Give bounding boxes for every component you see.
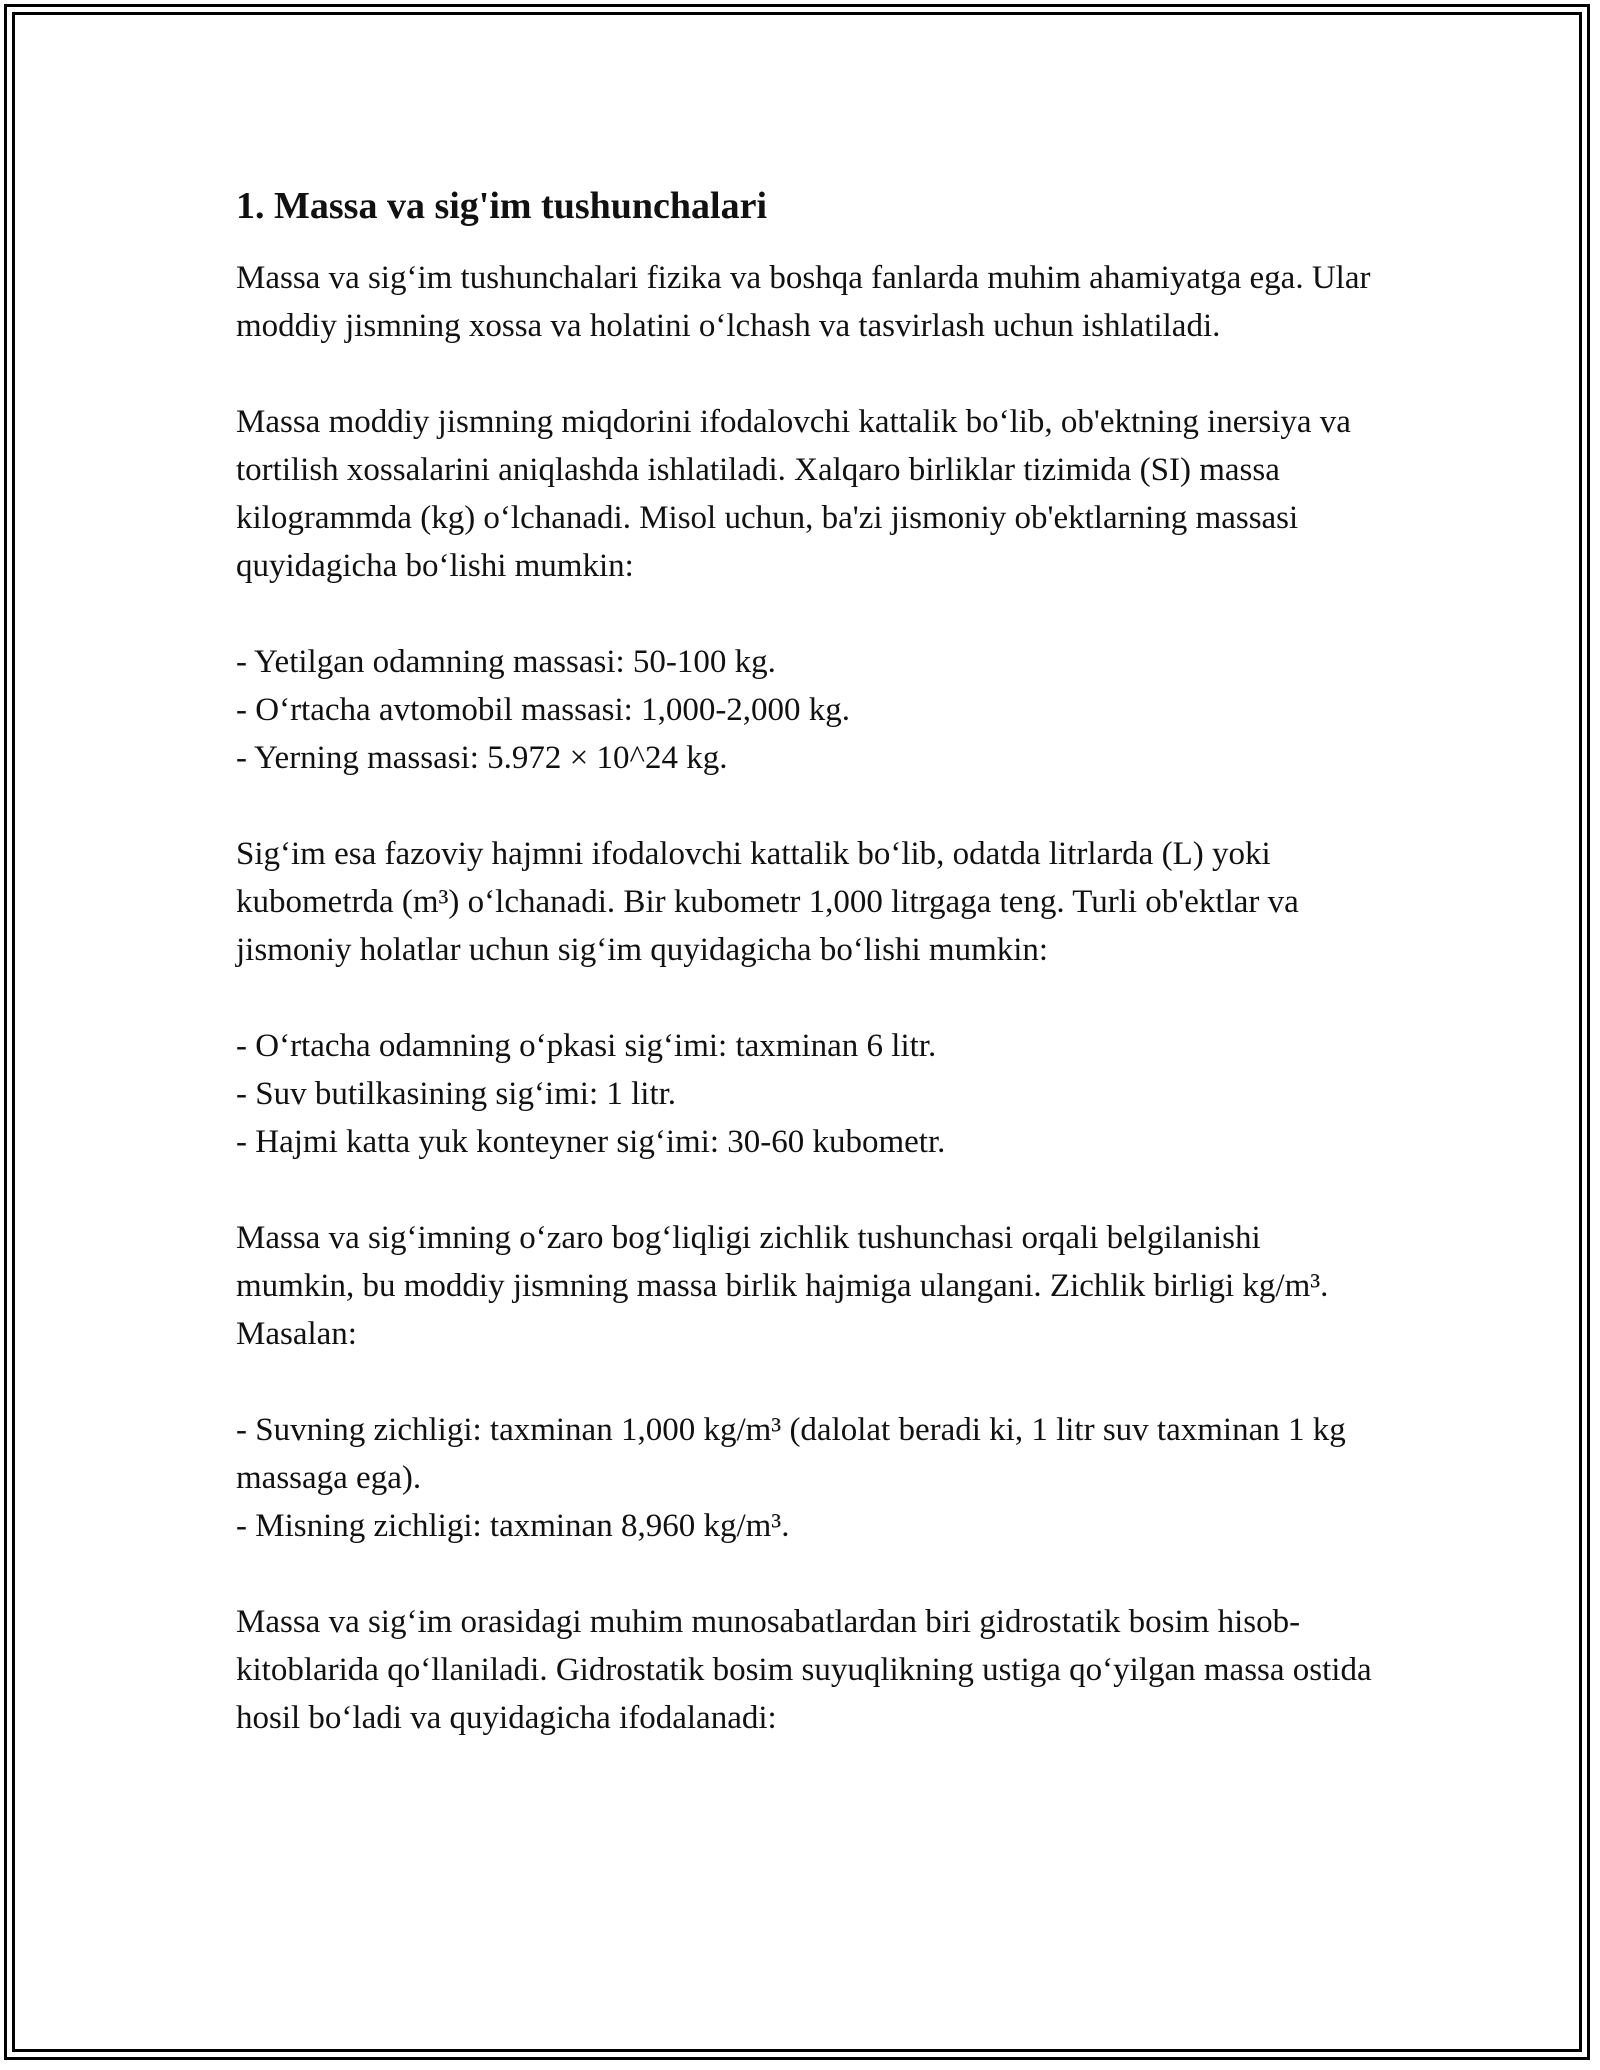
list-item: - Suv butilkasining sig‘imi: 1 litr. xyxy=(236,1070,1376,1118)
list-item: - O‘rtacha odamning o‘pkasi sig‘imi: taxminan 6 litr. xyxy=(236,1022,1376,1070)
list-item: - Misning zichligi: taxminan 8,960 kg/m³. xyxy=(236,1502,1376,1550)
volume-paragraph: Sig‘im esa fazoviy hajmni ifodalovchi kattalik bo‘lib, odatda litrlarda (L) yoki kubometrda (m³) o‘lchanadi. Bir kubometr 1,000 litrgaga teng. Turli ob'ektlar va jismoniy holatlar uchun sig‘im quyidagicha bo‘lishi mumkin: xyxy=(236,836,1299,968)
density-examples-list xyxy=(236,1406,1376,1550)
document-page xyxy=(236,182,1376,1742)
list-item: - O‘rtacha avtomobil massasi: 1,000-2,000 kg. xyxy=(236,686,1376,734)
list-item: - Hajmi katta yuk konteyner sig‘imi: 30-60 kubometr. xyxy=(236,1118,1376,1166)
section-heading: 1. Massa va sig'im tushunchalari xyxy=(236,185,768,227)
mass-examples-list xyxy=(236,638,1376,782)
hydrostatic-paragraph: Massa va sig‘im orasidagi muhim munosabatlardan biri gidrostatik bosim hisob-kitoblarida qo‘llaniladi. Gidrostatik bosim suyuqlikning ustiga qo‘yilgan massa ostida hosil bo‘ladi va quyidagicha ifodalanadi: xyxy=(236,1604,1372,1736)
list-item: - Yerning massasi: 5.972 × 10^24 kg. xyxy=(236,734,1376,782)
intro-paragraph: Massa va sig‘im tushunchalari fizika va boshqa fanlarda muhim ahamiyatga ega. Ular moddiy jismning xossa va holatini o‘lchash va tasvirlash uchun ishlatiladi. xyxy=(236,260,1371,344)
list-item: - Yetilgan odamning massasi: 50-100 kg. xyxy=(236,638,1376,686)
volume-examples-list xyxy=(236,1022,1376,1166)
list-item: - Suvning zichligi: taxminan 1,000 kg/m³ (dalolat beradi ki, 1 litr suv taxminan 1 kg massaga ega). xyxy=(236,1406,1376,1502)
density-paragraph: Massa va sig‘imning o‘zaro bog‘liqligi zichlik tushunchasi orqali belgilanishi mumkin, bu moddiy jismning massa birlik hajmiga ulangani. Zichlik birligi kg/m³. Masalan: xyxy=(236,1220,1329,1352)
mass-paragraph: Massa moddiy jismning miqdorini ifodalovchi kattalik bo‘lib, ob'ektning inersiya va tortilish xossalarini aniqlashda ishlatiladi. Xalqaro birliklar tizimida (SI) massa kilogrammda (kg) o‘lchanadi. Misol uchun, ba'zi jismoniy ob'ektlarning massasi quyidagicha bo‘lishi mumkin: xyxy=(236,404,1351,584)
